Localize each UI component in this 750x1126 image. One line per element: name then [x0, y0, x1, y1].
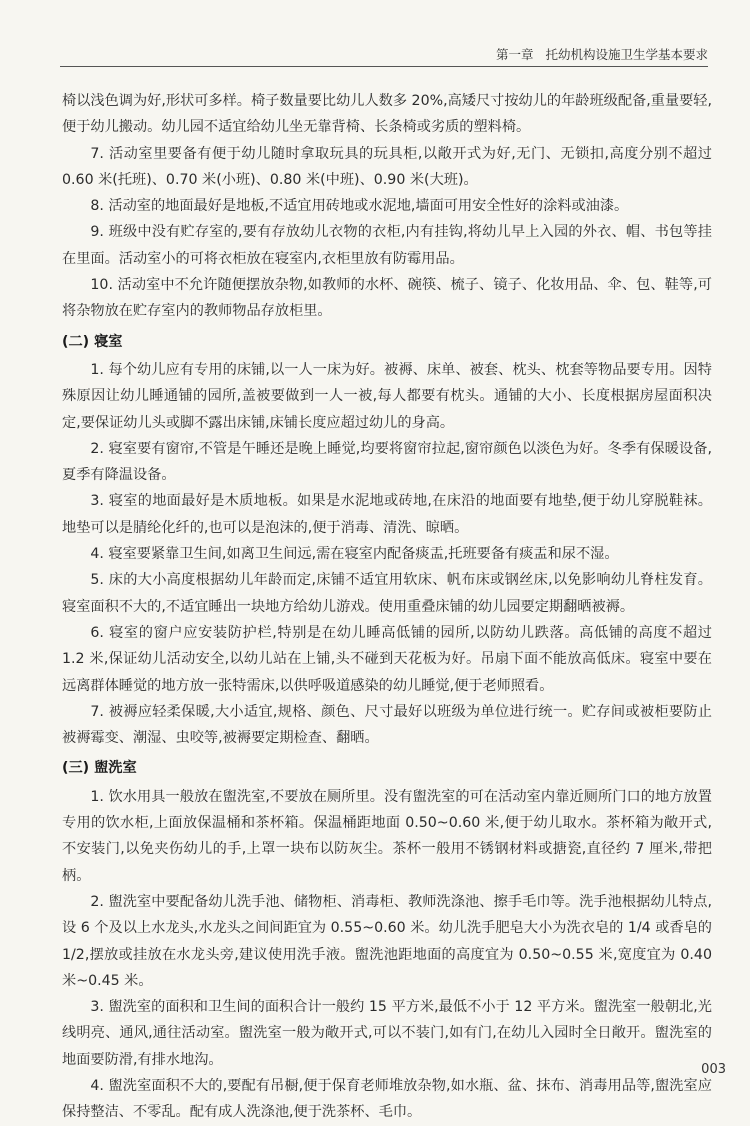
paragraph: 椅以浅色调为好,形状可多样。椅子数量要比幼儿人数多 20%,高矮尺寸按幼儿的年龄班级配备,重量要轻,便于幼儿搬动。幼儿园不适宜给幼儿坐无靠背椅、长条椅或劣质的塑料椅。	[62, 93, 712, 136]
paragraph: 2. 盥洗室中要配备幼儿洗手池、储物柜、消毒柜、教师洗涤池、擦手毛巾等。洗手池根据幼儿特点,设 6 个及以上水龙头,水龙头之间间距宜为 0.55~0.60 米。幼儿洗手肥皂大小为洗衣皂的 1/4 或香皂的 1/2,摆放或挂放在水龙头旁,建议使用洗手液。盥洗池距地面的高度宜为 0.50~0.55 米,宽度宜为 0.40 米~0.45 米。	[62, 893, 712, 989]
paragraph: 2. 寝室要有窗帘,不管是午睡还是晚上睡觉,均要将窗帘拉起,窗帘颜色以淡色为好。冬季有保暖设备,夏季有降温设备。	[62, 440, 712, 484]
paragraph: 8. 活动室的地面最好是地板,不适宜用砖地或水泥地,墙面可用安全性好的涂料或油漆。	[90, 198, 629, 215]
paragraph: 7. 被褥应轻柔保暖,大小适宜,规格、颜色、尺寸最好以班级为单位进行统一。贮存间或被柜要防止被褥霉变、潮湿、虫咬等,被褥要定期检查、翻晒。	[62, 703, 712, 747]
paragraph: 10. 活动室中不允许随便摆放杂物,如教师的水杯、碗筷、梳子、镜子、化妆用品、伞、包、鞋等,可将杂物放在贮存室内的教师物品存放柜里。	[62, 277, 712, 320]
chapter-label: 第一章	[496, 47, 534, 62]
section-heading-bedroom	[62, 329, 712, 355]
paragraph: 1. 饮水用具一般放在盥洗室,不要放在厕所里。没有盥洗室的可在活动室内靠近厕所门口的地方放置专用的饮水柜,上面放保温桶和茶杯箱。保温桶距地面 0.50~0.60 米,便于幼儿取水。茶杯箱为敞开式,不安装门,以免夹伤幼儿的手,上罩一块布以防灰尘。茶杯一般用不锈钢材料或搪瓷,直径约 7 厘米,带把柄。	[62, 788, 712, 884]
paragraph: 9. 班级中没有贮存室的,要有存放幼儿衣物的衣柜,内有挂钩,将幼儿早上入园的外衣、帽、书包等挂在里面。活动室小的可将衣柜放在寝室内,衣柜里放有防霉用品。	[62, 224, 712, 267]
paragraph: 1. 每个幼儿应有专用的床铺,以一人一床为好。被褥、床单、被套、枕头、枕套等物品要专用。因特殊原因让幼儿睡通铺的园所,盖被要做到一人一被,每人都要有枕头。通铺的大小、长度根据房屋面积决定,要保证幼儿头或脚不露出床铺,床铺长度应超过幼儿的身高。	[62, 361, 712, 431]
paragraph: 3. 寝室的地面最好是木质地板。如果是水泥地或砖地,在床沿的地面要有地垫,便于幼儿穿脱鞋袜。地垫可以是腈纶化纤的,也可以是泡沫的,便于消毒、清洗、晾晒。	[62, 493, 712, 536]
section-heading-text: (二) 寝室	[62, 333, 123, 350]
section-heading-text: (三) 盥洗室	[62, 760, 137, 777]
paragraph: 5. 床的大小高度根据幼儿年龄而定,床铺不适宜用软床、帆布床或钢丝床,以免影响幼儿脊柱发育。寝室面积不大的,不适宜睡出一块地方给幼儿游戏。使用重叠床铺的幼儿园要定期翻晒被褥。	[62, 572, 712, 615]
paragraph: 7. 活动室里要备有便于幼儿随时拿取玩具的玩具柜,以敞开式为好,无门、无锁扣,高度分别不超过 0.60 米(托班)、0.70 米(小班)、0.80 米(中班)、0.90 米(大班)。	[62, 145, 712, 188]
paragraph: 3. 盥洗室的面积和卫生间的面积合计一般约 15 平方米,最低不小于 12 平方米。盥洗室一般朝北,光线明亮、通风,通往活动室。盥洗室一般为敞开式,可以不装门,如有门,在幼儿入园时全日敞开。盥洗室的地面要防滑,有排水地沟。	[62, 999, 712, 1068]
chapter-title: 托幼机构设施卫生学基本要求	[545, 47, 708, 62]
page-number: 003	[701, 1062, 726, 1077]
paragraph: 4. 盥洗室面积不大的,要配有吊橱,便于保育老师堆放杂物,如水瓶、盆、抹布、消毒用品等,盥洗室应保持整洁、不零乱。配有成人洗涤池,便于洗茶杯、毛巾。	[62, 1077, 712, 1121]
paragraph: 4. 寝室要紧靠卫生间,如离卫生间远,需在寝室内配备痰盂,托班要备有痰盂和尿不湿。	[90, 546, 619, 563]
header-text	[496, 45, 708, 63]
running-header	[60, 0, 708, 67]
paragraph: 6. 寝室的窗户应安装防护栏,特别是在幼儿睡高低铺的园所,以防幼儿跌落。高低铺的高度不超过 1.2 米,保证幼儿活动安全,以幼儿站在上铺,头不碰到天花板为好。吊扇下面不能放高低床。寝室中要在远离群体睡觉的地方放一张特需床,以供呼吸道感染的幼儿睡觉,便于老师照看。	[62, 624, 712, 694]
page-body	[62, 88, 712, 1126]
section-heading-washroom	[62, 755, 712, 781]
